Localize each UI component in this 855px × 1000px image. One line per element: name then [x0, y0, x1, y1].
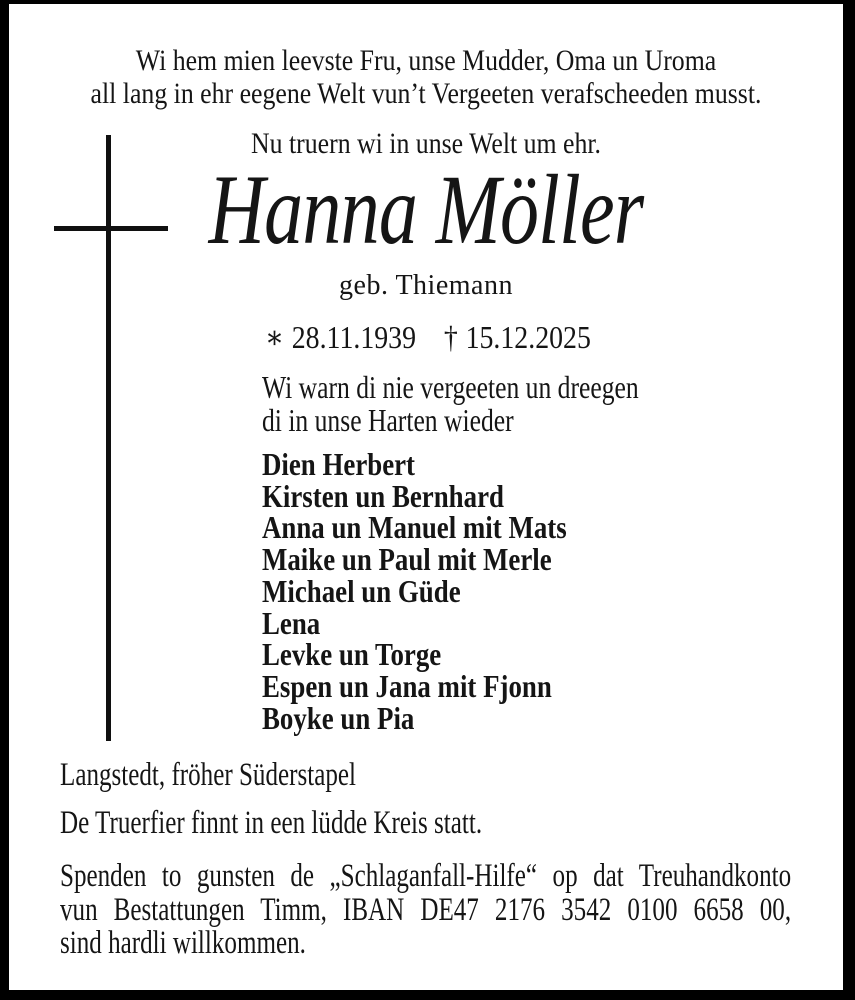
deceased-name: Hanna Möller	[208, 154, 644, 265]
mourner-line: Michael un Güde	[262, 572, 461, 609]
donation-paragraph	[60, 860, 791, 961]
mourner-line: Dien Herbert	[262, 446, 416, 482]
donation-line-3: sind hardli willkommen.	[60, 925, 306, 961]
intro-text	[67, 44, 784, 110]
mourner-line: Maike un Paul mit Merle	[262, 541, 552, 578]
mourners-list	[262, 446, 567, 736]
verse-text	[262, 371, 639, 437]
funeral-line: De Truerfier finnt in een lüdde Kreis statt.	[60, 805, 483, 841]
location-line: Langstedt, fröher Süderstapel	[60, 757, 356, 793]
maiden-name: geb. Thiemann	[339, 270, 513, 301]
notice-page	[9, 4, 843, 990]
birth-date: 28.11.1939	[291, 319, 416, 355]
verse-line-1: Wi warn di nie vergeeten un dreegen	[262, 369, 639, 405]
life-dates	[265, 320, 591, 354]
death-date: 15.12.2025	[465, 319, 591, 355]
death-dagger-icon: †	[443, 319, 458, 355]
verse-line-2: di in unse Harten wieder	[262, 402, 514, 438]
mourner-line: Anna un Manuel mit Mats	[262, 509, 567, 546]
intro-line-2: all lang in ehr eegene Welt vun’t Vergeeten verafscheeden musst.	[90, 77, 762, 110]
mourner-line: Levke un Torge	[262, 636, 442, 673]
donation-line-1: Spenden to gunsten de „Schlaganfall-Hilfe“ op dat Treuhandkonto	[60, 858, 792, 894]
mourner-line: Kirsten un Bernhard	[262, 477, 504, 514]
birth-star-icon: ∗	[265, 319, 284, 355]
donation-line-2: vun Bestattungen Timm, IBAN DE47 2176 3542 0100 6658 00,	[60, 891, 792, 928]
mourner-line: Boyke un Pia	[262, 699, 415, 736]
intro-line-1: Wi hem mien leevste Fru, unse Mudder, Oma un Uroma	[135, 44, 717, 77]
mourner-line: Lena	[262, 604, 321, 641]
mourning-line: Nu truern wi in unse Welt um ehr.	[251, 127, 601, 160]
mourner-line: Espen un Jana mit Fjonn	[262, 667, 552, 704]
